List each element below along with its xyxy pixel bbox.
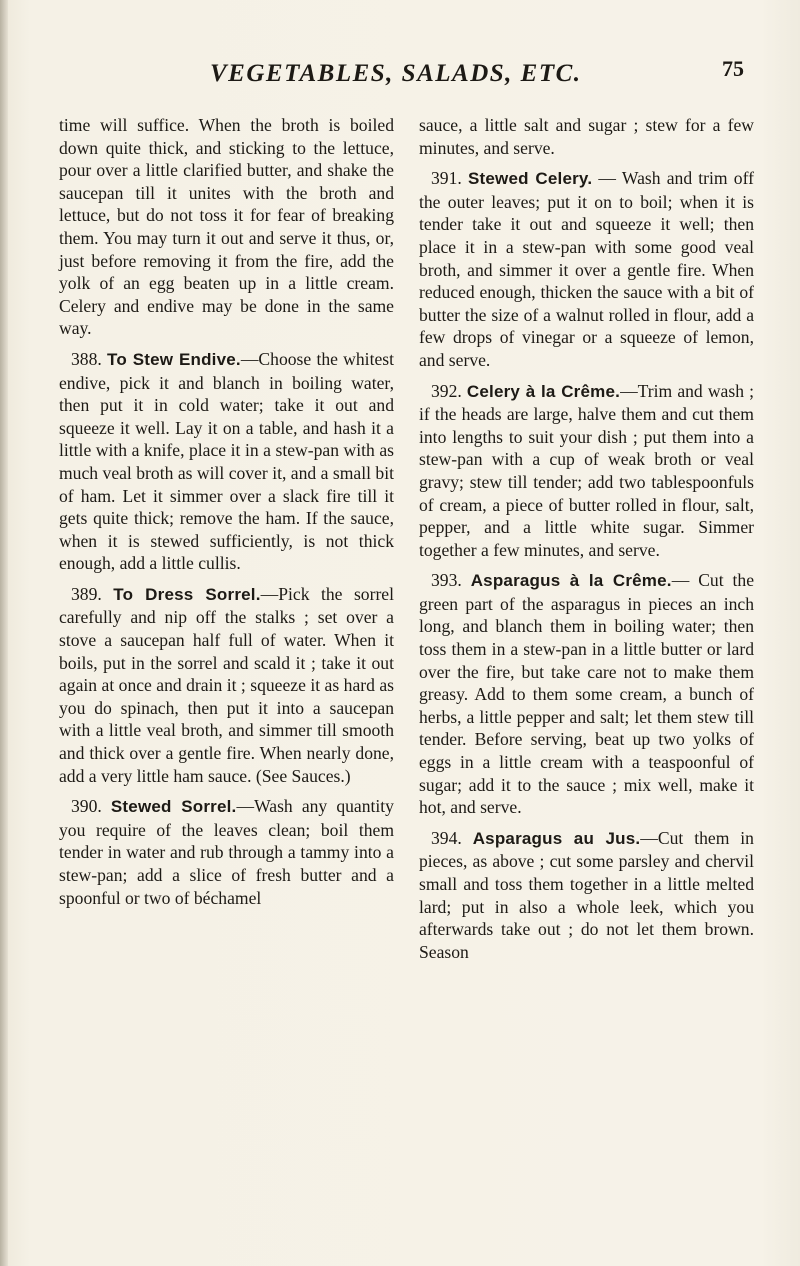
recipe-number: 391. xyxy=(431,168,462,189)
recipe-body: — Cut the green part of the asparagus in pieces an inch long, and blanch them in boiling water; then toss them in a stew-pan in a little butter or lard over the fire, but take care not to make them greasy. Add to them some cream, a bunch of herbs, a little pepper and salt; let them stew till tender. Before serving, beat up two yolks of eggs in a little cream with a teaspoonful of sugar; add it to the sauce ; mix well, make it hot, and serve. xyxy=(419,570,754,818)
recipe-390 xyxy=(59,795,394,909)
recipe-body: —Wash any quantity you require of the leaves clean; boil them tender in water and rub through a tammy into a stew-pan; add a slice of fresh butter and a spoonful or two of béchamel xyxy=(59,796,394,908)
recipe-body: —Pick the sorrel carefully and nip off the stalks ; set over a stove a saucepan half full of water. When it boils, put in the sorrel and scald it ; take it out again at once and drain it ; squeeze it as hard as you do spinach, then put it into a saucepan with a little veal broth, and simmer till smooth and thick over a gentle fire. When nearly done, add a very little ham sauce. (See Sauces.) xyxy=(59,583,394,786)
recipe-title: Celery à la Crême. xyxy=(466,381,621,401)
recipe-392 xyxy=(419,380,754,562)
recipe-number: 392. xyxy=(431,380,462,401)
recipe-388 xyxy=(59,348,394,575)
continuation-paragraph: sauce, a little salt and sugar ; stew for a few minutes, and serve. xyxy=(419,115,754,158)
recipe-title: Stewed Sorrel. xyxy=(110,797,237,817)
recipe-body: —Choose the whitest endive, pick it and blanch in boiling water, then put it in cold water; take it out and squeeze it well. Lay it on a table, and hash it a little with a knife, place it in a stew-pan with as much veal broth as will cover it, and a small bit of ham. Let it simmer over a slack fire till it gets quite thick; remove the ham. If the sauce, when it is stewed sufficiently, is not thick enough, add a little cullis. xyxy=(59,348,394,574)
recipe-number: 394. xyxy=(431,827,462,848)
recipe-title: Asparagus à la Crême. xyxy=(470,571,672,591)
left-column xyxy=(59,114,394,917)
page-gutter-shadow xyxy=(0,0,8,1266)
continuation-paragraph: time will suffice. When the broth is boiled down quite thick, and sticking to the lettuce, pour over a little clarified butter, and shake the saucepan till it unites with the broth and lettuce, but do not toss it for fear of breaking them. You may turn it out and serve it thus, or, just before removing it from the fire, add the yolk of an egg beaten up in a little cream. Celery and endive may be done in the same way. xyxy=(59,115,394,339)
recipe-number: 388. xyxy=(71,348,102,369)
right-column xyxy=(419,114,754,971)
recipe-number: 393. xyxy=(431,570,462,591)
recipe-title: Stewed Celery. xyxy=(467,169,593,189)
recipe-394 xyxy=(419,827,754,964)
recipe-391 xyxy=(419,167,754,371)
recipe-number: 390. xyxy=(71,796,102,817)
recipe-title: To Dress Sorrel. xyxy=(113,584,261,604)
recipe-body: — Wash and trim off the outer leaves; put it on to boil; when it is tender take it out and squeeze it well; then place it in a stew-pan with some good veal broth, and simmer it over a gentle fire. When reduced enough, thicken the sauce with a bit of butter the size of a walnut rolled in flour, add a few drops of vinegar or a squeeze of lemon, and serve. xyxy=(419,168,754,370)
recipe-389 xyxy=(59,583,394,787)
recipe-title: To Stew Endive. xyxy=(107,349,241,369)
recipe-393 xyxy=(419,569,754,819)
recipe-title: Asparagus au Jus. xyxy=(472,828,641,848)
running-title: VEGETABLES, SALADS, ETC. xyxy=(210,60,582,87)
recipe-body: —Cut them in pieces, as above ; cut some parsley and chervil small and toss them together in a little melted lard; put in also a whole leek, which you afterwards take out ; do not let them brown. Season xyxy=(419,827,754,962)
recipe-body: —Trim and wash ; if the heads are large, halve them and cut them into lengths to suit your dish ; put them into a stew-pan with a cup of weak broth or veal gravy; stew till tender; add two tablespoonfuls of cream, a piece of butter rolled in flour, salt, pepper, and a little white sugar. Simmer together a few minutes, and serve. xyxy=(419,380,754,560)
page-number: 75 xyxy=(722,56,744,81)
recipe-number: 389. xyxy=(71,583,102,604)
